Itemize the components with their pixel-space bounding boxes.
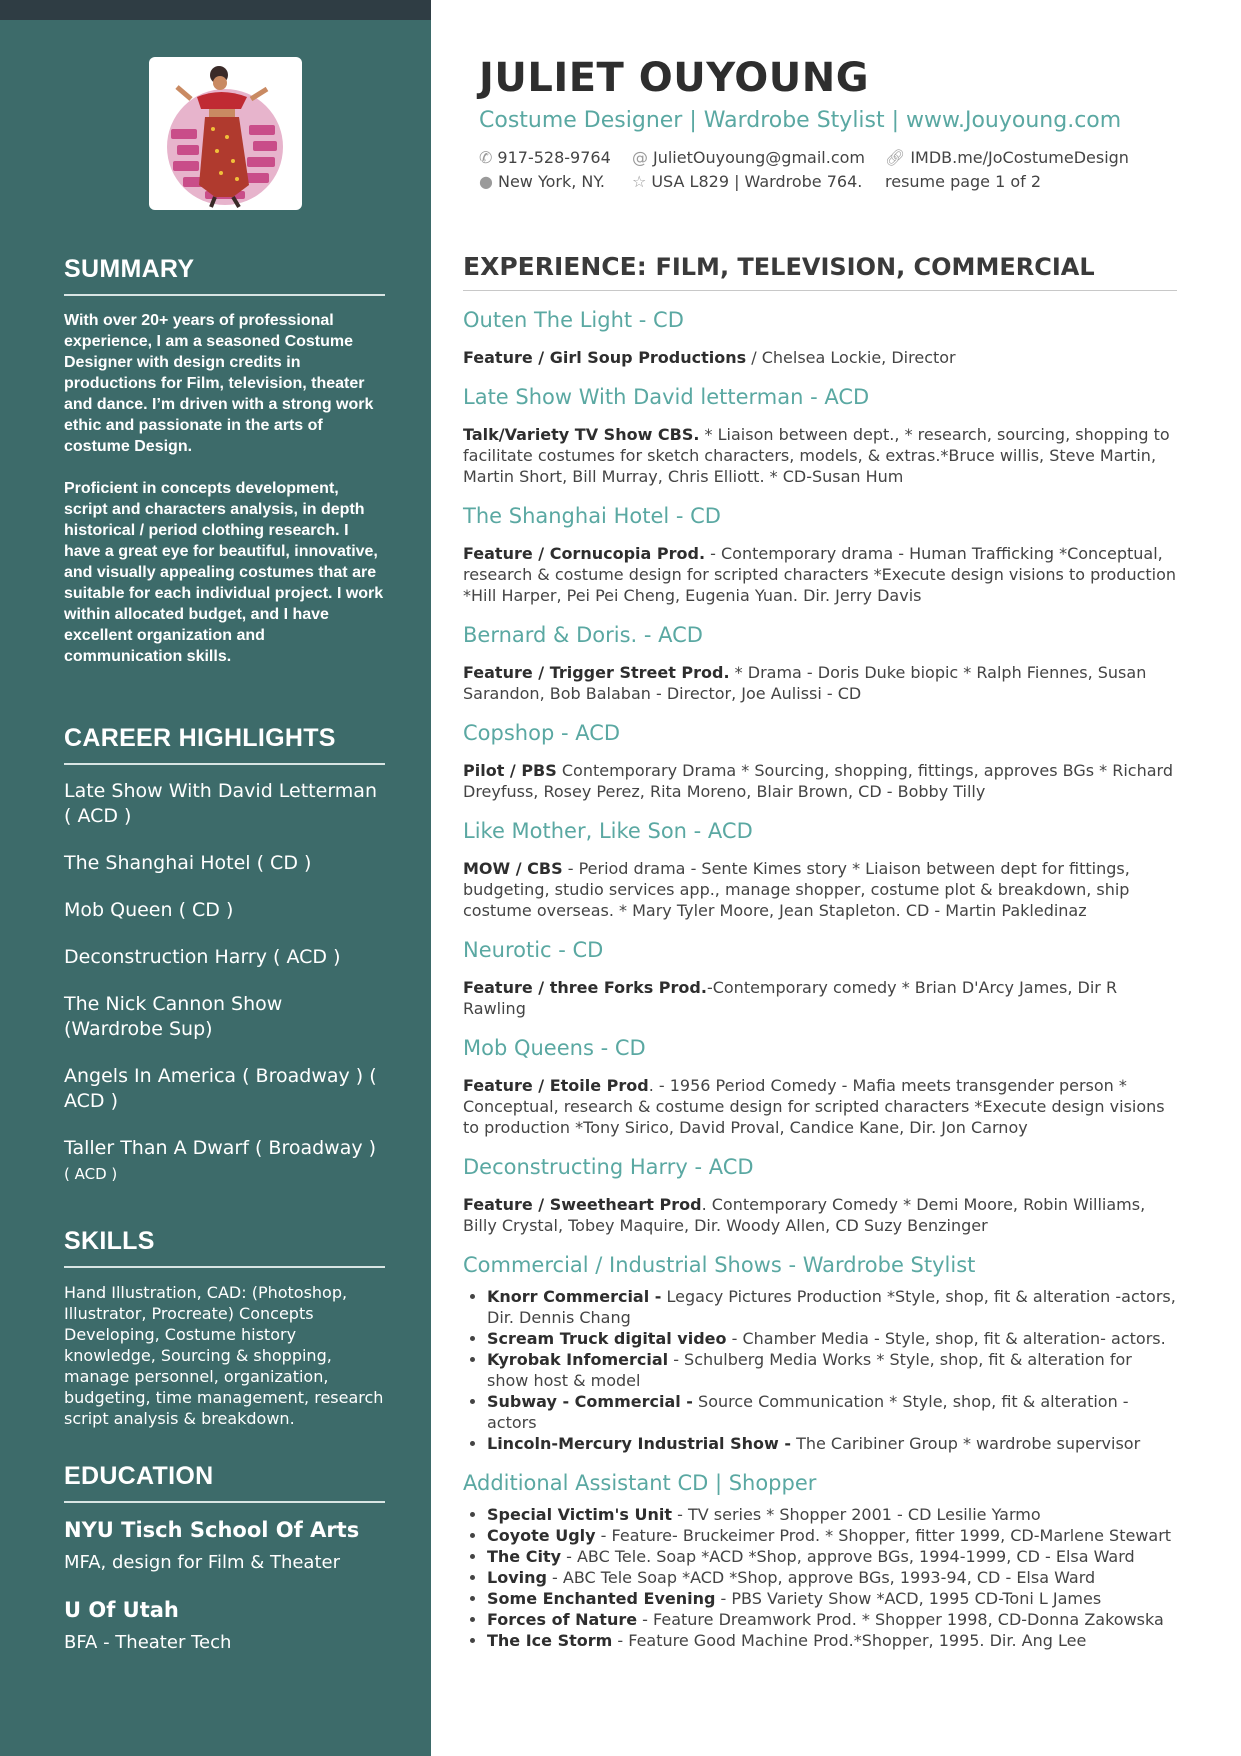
job-description xyxy=(463,347,1177,368)
list-item-text: - Feature- Bruckeimer Prod. * Shopper, fitter 1999, CD-Marlene Stewart xyxy=(595,1526,1172,1545)
summary-paragraph: Proficient in concepts development, script and characters analysis, in depth historical / period clothing research. I have a great eye for beautiful, innovative, and visually appealing costumes that are suitable for each individual project. I work within allocated budget, and I have excellent organization and communication skills. xyxy=(64,480,384,665)
list-item-text: - Chamber Media - Style, shop, fit & alteration- actors. xyxy=(726,1329,1166,1348)
list-item-text: Source Communication * Style, shop, fit & alteration -actors xyxy=(487,1392,1129,1432)
experience-heading xyxy=(463,252,1177,291)
list-item-text: - Schulberg Media Works * Style, shop, fit & alteration for show host & model xyxy=(487,1350,1132,1390)
education-heading: EDUCATION xyxy=(64,1462,385,1503)
job-details: * Liaison between dept., * research, sourcing, shopping to facilitate costumes for sketch characters, models, & extras.*Bruce willis, Steve Martin, Martin Short, Bill Murray, Chris Elliott. * CD-Susan Hum xyxy=(463,425,1170,486)
job-details: / Chelsea Lockie, Director xyxy=(746,348,956,367)
job-description xyxy=(463,977,1177,1019)
job-title: Outen The Light - CD xyxy=(463,308,684,332)
list-item-bold: The City xyxy=(487,1547,562,1566)
job-details: Contemporary Drama * Sourcing, shopping, fittings, approves BGs * Richard Dreyfuss, Rosey Perez, Rita Moreno, Blair Brown, CD - Bobby Tilly xyxy=(463,761,1173,801)
job-company: Feature / Girl Soup Productions xyxy=(463,348,747,367)
page-indicator: resume page 1 of 2 xyxy=(885,172,1042,191)
list-item-bold: Special Victim's Unit xyxy=(487,1505,673,1524)
experience-section xyxy=(463,252,1177,1661)
list-item-bold: Knorr Commercial - xyxy=(487,1287,662,1306)
list-item xyxy=(487,1546,1177,1567)
highlight-item: The Shanghai Hotel ( CD ) xyxy=(64,852,312,874)
candidate-subtitle: Costume Designer | Wardrobe Stylist | www.Jouyoung.com xyxy=(479,108,1122,133)
job-description xyxy=(463,543,1177,606)
commercial-title: Commercial / Industrial Shows - Wardrobe Stylist xyxy=(463,1253,976,1277)
highlight-item: Angels In America ( Broadway ) ( ACD ) xyxy=(64,1065,377,1112)
job-company: Feature / three Forks Prod. xyxy=(463,978,707,997)
resume-header xyxy=(479,50,1199,194)
star-icon: ☆ xyxy=(632,172,647,191)
job-title: Copshop - ACD xyxy=(463,721,621,745)
list-item-bold: Coyote Ugly xyxy=(487,1526,596,1545)
union-contact xyxy=(632,170,885,194)
education-degree: MFA, design for Film & Theater xyxy=(64,1552,340,1573)
job-details: - Contemporary drama - Human Trafficking *Conceptual, research & costume design for scripted characters *Execute design visions to production *Hill Harper, Pei Pei Cheng, Eugenia Yuan. Dir. Jerry Davis xyxy=(463,544,1177,605)
job-details: - Period drama - Sente Kimes story * Liaison between dept for fittings, budgeting, studio services app., manage shopper, costume plot & breakdown, ship costume overseas. * Mary Tyler Moore, Jean Stapleton. CD - Martin Pakledinaz xyxy=(463,859,1130,920)
skills-text: Hand Illustration, CAD: (Photoshop, Illustrator, Procreate) Concepts Developing, Costume history knowledge, Sourcing & shopping, manage personnel, organization, budgeting, time management, research script analysis & breakdown. xyxy=(64,1283,384,1428)
list-item xyxy=(487,1588,1177,1609)
phone-contact xyxy=(479,146,632,170)
list-item-bold: Kyrobak Infomercial xyxy=(487,1350,669,1369)
summary-heading: SUMMARY xyxy=(64,255,385,296)
location-pin-icon: ● xyxy=(479,172,493,191)
summary-paragraph: With over 20+ years of professional experience, I am a seasoned Costume Designer with design credits in productions for Film, television, theater and dance. I’m driven with a strong work ethic and passionate in the arts of costume Design. xyxy=(64,312,374,455)
list-item xyxy=(487,1504,1177,1525)
education-school: NYU Tisch School Of Arts xyxy=(64,1518,360,1542)
list-item xyxy=(487,1391,1177,1433)
list-item-text: - TV series * Shopper 2001 - CD Lesilie Yarmo xyxy=(672,1505,1041,1524)
skills-heading: SKILLS xyxy=(64,1227,385,1268)
job-description xyxy=(463,662,1177,704)
list-item xyxy=(487,1567,1177,1588)
education-school: U Of Utah xyxy=(64,1598,179,1622)
job-title: Mob Queens - CD xyxy=(463,1036,646,1060)
summary-section xyxy=(64,255,385,688)
list-item xyxy=(487,1286,1177,1328)
list-item-bold: Lincoln-Mercury Industrial Show - xyxy=(487,1434,791,1453)
list-item-bold: The Ice Storm xyxy=(487,1631,613,1650)
list-item-text: - Feature Good Machine Prod.*Shopper, 1995. Dir. Ang Lee xyxy=(612,1631,1087,1650)
career-highlights-section xyxy=(64,724,385,1187)
list-item xyxy=(487,1525,1177,1546)
job-details: . Contemporary Comedy * Demi Moore, Robin Williams, Billy Crystal, Tobey Maquire, Dir. Woody Allen, CD Suzy Benzinger xyxy=(463,1195,1146,1235)
location-text: New York, NY. xyxy=(497,172,605,191)
job-details: . - 1956 Period Comedy - Mafia meets transgender person * Conceptual, research & costume design for scripted characters *Execute design visions to production *Tony Sirico, David Proval, Candice Kane, Dir. Jon Carnoy xyxy=(463,1076,1165,1137)
location-contact xyxy=(479,170,632,194)
at-icon: @ xyxy=(632,148,648,167)
highlight-item-note: ( ACD ) xyxy=(64,1165,118,1183)
costume-sketch-icon xyxy=(149,57,302,210)
job-title: Like Mother, Like Son - ACD xyxy=(463,819,753,843)
list-item xyxy=(487,1349,1177,1391)
job-company: Pilot / PBS xyxy=(463,761,557,780)
job-description xyxy=(463,858,1177,921)
highlight-item xyxy=(64,1136,385,1187)
job-company: Talk/Variety TV Show CBS. xyxy=(463,425,700,444)
education-section xyxy=(64,1462,385,1677)
job-company: Feature / Cornucopia Prod. xyxy=(463,544,706,563)
job-company: Feature / Sweetheart Prod xyxy=(463,1195,702,1214)
list-item xyxy=(487,1433,1177,1454)
job-company: MOW / CBS xyxy=(463,859,563,878)
union-text: USA L829 | Wardrobe 764. xyxy=(651,172,863,191)
list-item-bold: Scream Truck digital video xyxy=(487,1329,727,1348)
email-contact xyxy=(632,146,885,170)
list-item-bold: Forces of Nature xyxy=(487,1610,638,1629)
job-description xyxy=(463,424,1177,487)
job-company: Feature / Etoile Prod xyxy=(463,1076,649,1095)
experience-heading-label: EXPERIENCE: xyxy=(463,252,656,281)
skills-section xyxy=(64,1227,385,1429)
list-item-bold: Some Enchanted Evening xyxy=(487,1589,716,1608)
sidebar xyxy=(0,0,431,1756)
additional-title: Additional Assistant CD | Shopper xyxy=(463,1471,817,1495)
job-details: -Contemporary comedy * Brian D'Arcy James, Dir R Rawling xyxy=(463,978,1118,1018)
list-item xyxy=(487,1328,1177,1349)
list-item-text: - ABC Tele Soap *ACD *Shop, approve BGs, 1993-94, CD - Elsa Ward xyxy=(546,1568,1096,1587)
contact-row xyxy=(479,170,1199,194)
education-degree: BFA - Theater Tech xyxy=(64,1632,232,1653)
job-company: Feature / Trigger Street Prod. xyxy=(463,663,730,682)
list-item xyxy=(487,1609,1177,1630)
job-title: Neurotic - CD xyxy=(463,938,604,962)
job-title: Bernard & Doris. - ACD xyxy=(463,623,703,647)
link-icon: 🔗︎ xyxy=(885,148,906,167)
email-address: JulietOuyoung@gmail.com xyxy=(653,148,865,167)
job-description xyxy=(463,1075,1177,1138)
list-item-text: - PBS Variety Show *ACD, 1995 CD-Toni L James xyxy=(715,1589,1102,1608)
experience-heading-fields: FILM, TELEVISION, COMMERCIAL xyxy=(655,253,1095,281)
job-title: Late Show With David letterman - ACD xyxy=(463,385,870,409)
job-description xyxy=(463,1194,1177,1236)
list-item-bold: Subway - Commercial - xyxy=(487,1392,693,1411)
phone-icon: ✆ xyxy=(479,148,493,167)
list-item-text: Legacy Pictures Production *Style, shop, fit & alteration -actors, Dir. Dennis Chang xyxy=(487,1287,1176,1327)
job-description xyxy=(463,760,1177,802)
job-title: The Shanghai Hotel - CD xyxy=(463,504,721,528)
highlight-item: Late Show With David Letterman ( ACD ) xyxy=(64,780,377,827)
commercial-list xyxy=(463,1286,1177,1454)
list-item-bold: Loving xyxy=(487,1568,547,1587)
job-title: Deconstructing Harry - ACD xyxy=(463,1155,754,1179)
candidate-name: JULIET OUYOUNG xyxy=(479,55,870,101)
imdb-contact xyxy=(885,146,1129,170)
highlight-item: Deconstruction Harry ( ACD ) xyxy=(64,946,341,968)
job-details: * Drama - Doris Duke biopic * Ralph Fiennes, Susan Sarandon, Bob Balaban - Director, Joe Aulissi - CD xyxy=(463,663,1147,703)
list-item-text: - ABC Tele. Soap *ACD *Shop, approve BGs, 1994-1999, CD - Elsa Ward xyxy=(561,1547,1135,1566)
highlight-item-label: Taller Than A Dwarf ( Broadway ) xyxy=(64,1137,377,1159)
sidebar-top-band xyxy=(0,0,431,20)
additional-list xyxy=(463,1504,1177,1651)
list-item-text: The Caribiner Group * wardrobe supervisor xyxy=(790,1434,1141,1453)
imdb-link: IMDB.me/JoCostumeDesign xyxy=(910,148,1129,167)
highlight-item: The Nick Cannon Show (Wardrobe Sup) xyxy=(64,993,283,1040)
profile-illustration xyxy=(149,57,302,210)
highlight-item: Mob Queen ( CD ) xyxy=(64,899,234,921)
contact-row xyxy=(479,146,1199,170)
list-item xyxy=(487,1630,1177,1651)
list-item-text: - Feature Dreamwork Prod. * Shopper 1998, CD-Donna Zakowska xyxy=(637,1610,1164,1629)
career-highlights-heading: CAREER HIGHLIGHTS xyxy=(64,724,385,765)
phone-number: 917-528-9764 xyxy=(497,148,611,167)
